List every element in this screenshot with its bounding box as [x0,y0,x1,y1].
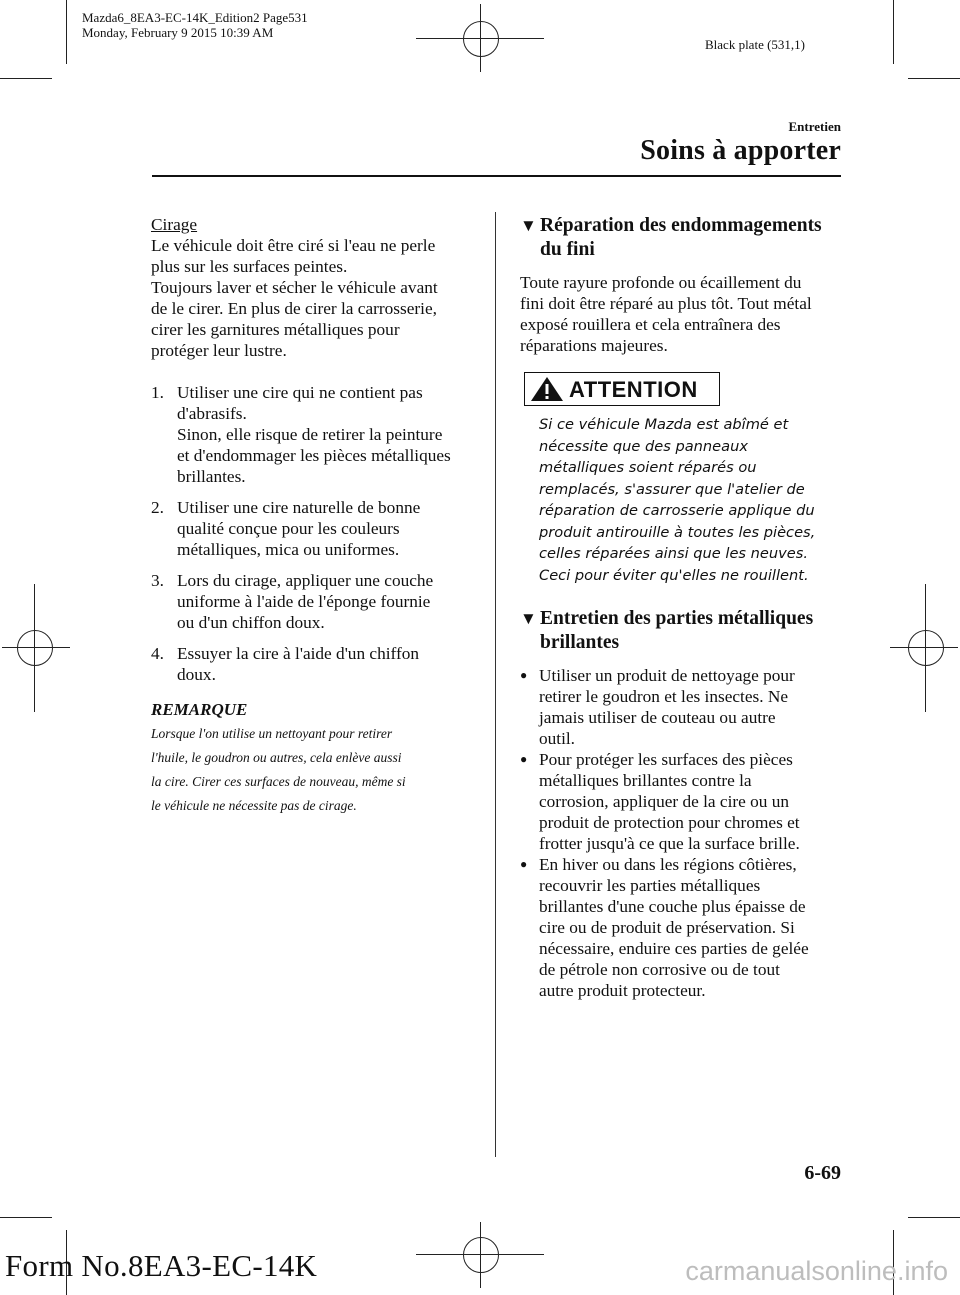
repair-body [520,272,845,356]
bullet-line: jamais utiliser de couteau ou autre [539,708,776,727]
print-slug [82,10,308,40]
bullet-line: autre produit protecteur. [539,981,706,1000]
attention-line: produit antirouille à toutes les pièces, [539,523,816,541]
form-number: Form No.8EA3-EC-14K [5,1248,318,1283]
attention-line: réparation de carrosserie applique du [539,502,815,519]
step-text: Lors du cirage, appliquer une couche [177,571,434,590]
section-marker-icon: ▼ [520,609,537,628]
body-line: Toute rayure profonde ou écaillement du [520,273,802,292]
step-item [151,382,481,487]
watermark-text: carmanualsonline.info [685,1256,948,1286]
body-line: exposé rouillera et cela entraînera des [520,315,781,334]
bright-metal-list [520,665,845,1001]
bullet-line: brillantes d'une couche plus épaisse de [539,897,806,916]
step-item [151,570,481,633]
step-text: brillantes. [177,467,246,486]
intro-line: Toujours laver et sécher le véhicule avant [151,278,438,297]
step-text: qualité conçue pour les couleurs [177,519,400,538]
attention-line: Si ce véhicule Mazda est abîmé et [539,416,789,433]
step-text: et d'endommager les pièces métalliques [177,446,451,465]
column-divider [495,212,496,1157]
attention-banner [524,372,720,406]
step-number: 2. [151,498,164,517]
bullet-line: frotter jusqu'à ce que la surface brille. [539,834,800,853]
left-column [151,214,481,818]
warning-triangle-icon [525,374,569,404]
step-number: 3. [151,571,164,590]
intro-line: Le véhicule doit être ciré si l'eau ne perle [151,236,436,255]
attention-line: métalliques soient réparés ou [539,459,757,476]
step-text: doux. [177,665,216,684]
step-text: d'abrasifs. [177,404,247,423]
bright-metal-heading-line: Entretien des parties métalliques [540,608,814,629]
step-text: métalliques, mica ou uniformes. [177,540,400,559]
bright-metal-heading-line: brillantes [540,632,620,653]
bullet-line: de pétrole non corrosive ou de tout [539,960,780,979]
bullet-icon: ● [520,752,528,766]
step-text: Essuyer la cire à l'aide d'un chiffon [177,644,419,663]
bullet-line: cire ou de produit de préservation. Si [539,918,795,937]
bullet-icon: ● [520,857,528,871]
header-rule [152,175,841,177]
page-title: Soins à apporter [640,135,841,166]
section-marker-icon: ▼ [520,216,537,235]
intro-line: plus sur les surfaces peintes. [151,257,348,276]
step-text: ou d'un chiffon doux. [177,613,325,632]
right-column [520,214,845,1001]
bright-metal-heading [520,607,845,655]
repair-heading-line: Réparation des endommagements [540,215,822,236]
bullet-line: En hiver ou dans les régions côtières, [539,855,797,874]
attention-text [539,414,845,586]
bullet-line: métalliques brillantes contre la [539,771,752,790]
step-text: Sinon, elle risque de retirer la peinture [177,425,443,444]
remarque-line: Lorsque l'on utilise un nettoyant pour retirer [151,726,393,741]
remarque-text [151,722,481,818]
attention-block [520,372,845,586]
step-text: Utiliser une cire naturelle de bonne [177,498,421,517]
bullet-line: retirer le goudron et les insectes. Ne [539,687,789,706]
bullet-line: recouvrir les parties métalliques [539,876,761,895]
step-text: Utiliser une cire qui ne contient pas [177,383,423,402]
repair-heading [520,214,845,262]
bullet-icon: ● [520,668,528,682]
attention-line: nécessite que des panneaux [539,437,748,455]
attention-line: celles réparées ainsi que les neuves. [539,545,809,562]
remarque-line: la cire. Cirer ces surfaces de nouveau, même si [151,774,406,789]
slug-line-1: Mazda6_8EA3-EC-14K_Edition2 Page531 [82,10,308,25]
step-number: 1. [151,383,164,402]
remarque-line: le véhicule ne nécessite pas de cirage. [151,798,357,813]
bullet-line: Pour protéger les surfaces des pièces [539,750,793,769]
attention-line: Ceci pour éviter qu'elles ne rouillent. [539,566,809,584]
section-name: Entretien [788,119,841,134]
attention-line: remplacés, s'assurer que l'atelier de [539,480,805,498]
list-item [520,749,845,854]
bullet-line: Utiliser un produit de nettoyage pour [539,666,795,685]
remarque-title: REMARQUE [151,700,248,719]
cirage-heading: Cirage [151,215,198,234]
repair-heading-line: du fini [540,239,595,260]
body-line: réparations majeures. [520,336,668,355]
bullet-line: outil. [539,729,576,748]
list-item [520,854,845,1001]
intro-line: cirer les garnitures métalliques pour [151,320,400,339]
page-number: 6-69 [804,1162,841,1184]
black-plate-label: Black plate (531,1) [705,37,805,52]
intro-line: protéger leur lustre. [151,341,287,360]
bullet-line: corrosion, appliquer de la cire ou un [539,792,790,811]
step-item [151,643,481,685]
waxing-steps [151,382,481,685]
step-number: 4. [151,644,164,663]
body-line: fini doit être réparé au plus tôt. Tout métal [520,294,812,313]
remarque-line: l'huile, le goudron ou autres, cela enlève aussi [151,750,402,765]
intro-line: de le cirer. En plus de cirer la carrosserie, [151,299,437,318]
step-item [151,497,481,560]
step-text: uniforme à l'aide de l'éponge fournie [177,592,431,611]
bullet-line: nécessaire, enduire ces parties de gelée [539,939,809,958]
bullet-line: produit de protection pour chromes et [539,813,800,832]
list-item [520,665,845,749]
slug-line-2: Monday, February 9 2015 10:39 AM [82,25,274,40]
attention-label: ATTENTION [569,376,698,402]
